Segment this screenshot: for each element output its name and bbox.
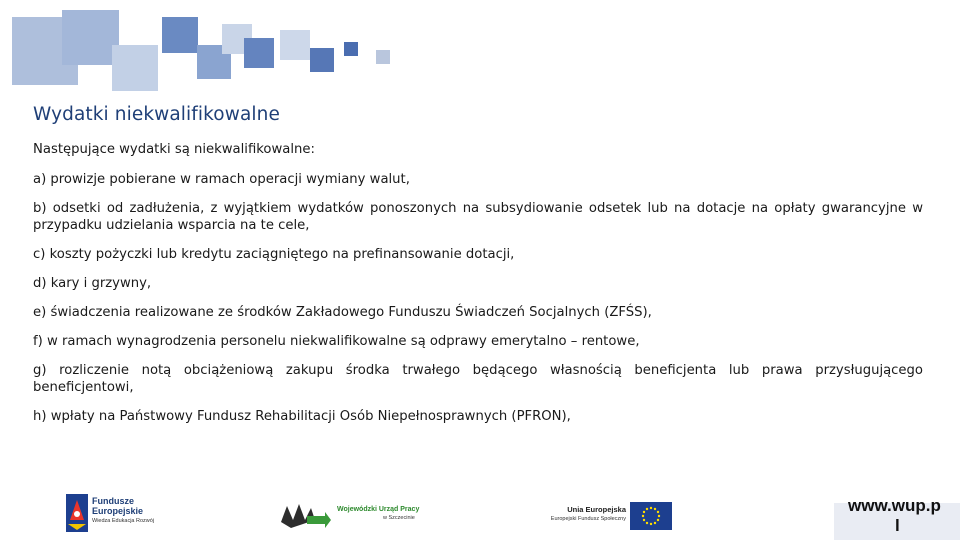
intro-text: Następujące wydatki są niekwalifikowalne: [33, 142, 315, 157]
list-item: a) prowizje pobierane w ramach operacji wymiany walut, [33, 172, 410, 187]
list-item: b) odsetki od zadłużenia, z wyjątkiem wydatków ponoszonych na subsydiowanie odsetek lub na dotacje na opłaty gwarancyjne w przypadku udzielania wsparcia na te cele, [33, 201, 923, 233]
content-body [33, 141, 923, 437]
list-item: e) świadczenia realizowane ze środków Zakładowego Funduszu Świadczeń Socjalnych (ZFŚS), [33, 305, 652, 320]
page-title: Wydatki niekwalifikowalne [33, 104, 280, 125]
logo3-line2: Europejski Fundusz Społeczny [550, 516, 626, 522]
wup-logo [281, 500, 441, 532]
logo2-line2: w Szczecinie [383, 515, 415, 521]
logo1-line1: Fundusze [92, 496, 134, 506]
eu-flag-icon [630, 502, 672, 530]
list-item: f) w ramach wynagrodzenia personelu niekwalifikowalne są odprawy emerytalno – rentowe, [33, 334, 640, 349]
wup-mark-icon [281, 500, 331, 528]
logo1-line2: Europejskie [92, 506, 144, 516]
list-item: c) koszty pożyczki lub kredytu zaciągniętego na prefinansowanie dotacji, [33, 247, 515, 262]
website-url-wrap[interactable]: l [895, 516, 900, 535]
logo1-line3: Wiedza Edukacja Rozwój [92, 518, 155, 524]
logo3-line1: Unia Europejska [567, 505, 626, 514]
eu-logo [538, 502, 678, 532]
logo2-line1: Wojewódzki Urząd Pracy [337, 506, 420, 513]
list-item: h) wpłaty na Państwowy Fundusz Rehabilitacji Osób Niepełnosprawnych (PFRON), [33, 409, 571, 424]
list-item: g) rozliczenie notą obciążeniową zakupu środka trwałego będącego własnością beneficjenta lub prawa przysługującego beneficjentowi, [33, 363, 923, 395]
website-url[interactable]: www.wup.p [848, 496, 941, 515]
fe-star-icon [66, 494, 88, 532]
list-item: d) kary i grzywny, [33, 276, 152, 291]
fundusze-europejskie-logo [66, 494, 186, 534]
